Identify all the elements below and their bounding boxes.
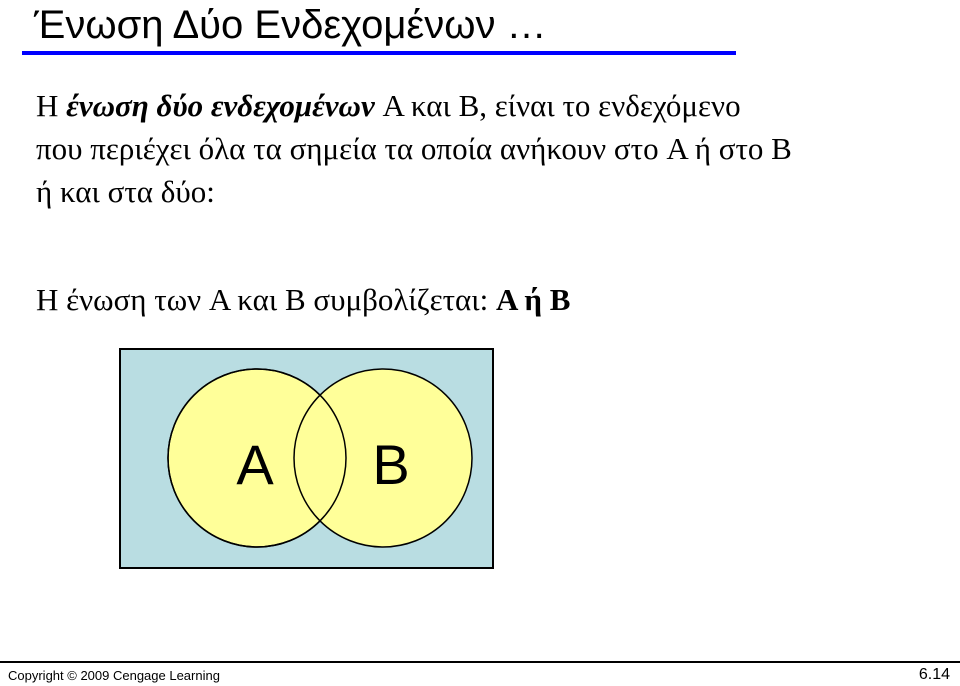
definition-line-1 <box>36 84 956 127</box>
union-notation: A ή B <box>496 282 571 317</box>
definition-line-2: που περιέχει όλα τα σημεία τα οποία ανήκουν στο A ή στο B <box>36 131 792 166</box>
title-underline <box>22 51 736 55</box>
event-a-label: A <box>236 433 274 496</box>
symbol-statement <box>36 280 570 320</box>
definition-line-1-pre: Η <box>36 88 67 123</box>
definition-line-3: ή και στα δύο: <box>36 174 215 209</box>
copyright-notice: Copyright © 2009 Cengage Learning <box>8 668 220 683</box>
symbol-statement-prefix: Η ένωση των A και B συμβολίζεται: <box>36 282 496 317</box>
definition-line-1-post: A και B, είναι το ενδεχόμενο <box>374 88 741 123</box>
venn-diagram <box>119 348 495 570</box>
event-b-label: B <box>372 433 410 496</box>
slide-title: Ένωση Δύο Ενδεχομένων … <box>34 3 547 47</box>
definition-paragraph <box>36 84 956 213</box>
footer-divider <box>0 661 960 663</box>
slide-number: 6.14 <box>918 666 950 683</box>
definition-term: ένωση δύο ενδεχομένων <box>66 88 375 123</box>
